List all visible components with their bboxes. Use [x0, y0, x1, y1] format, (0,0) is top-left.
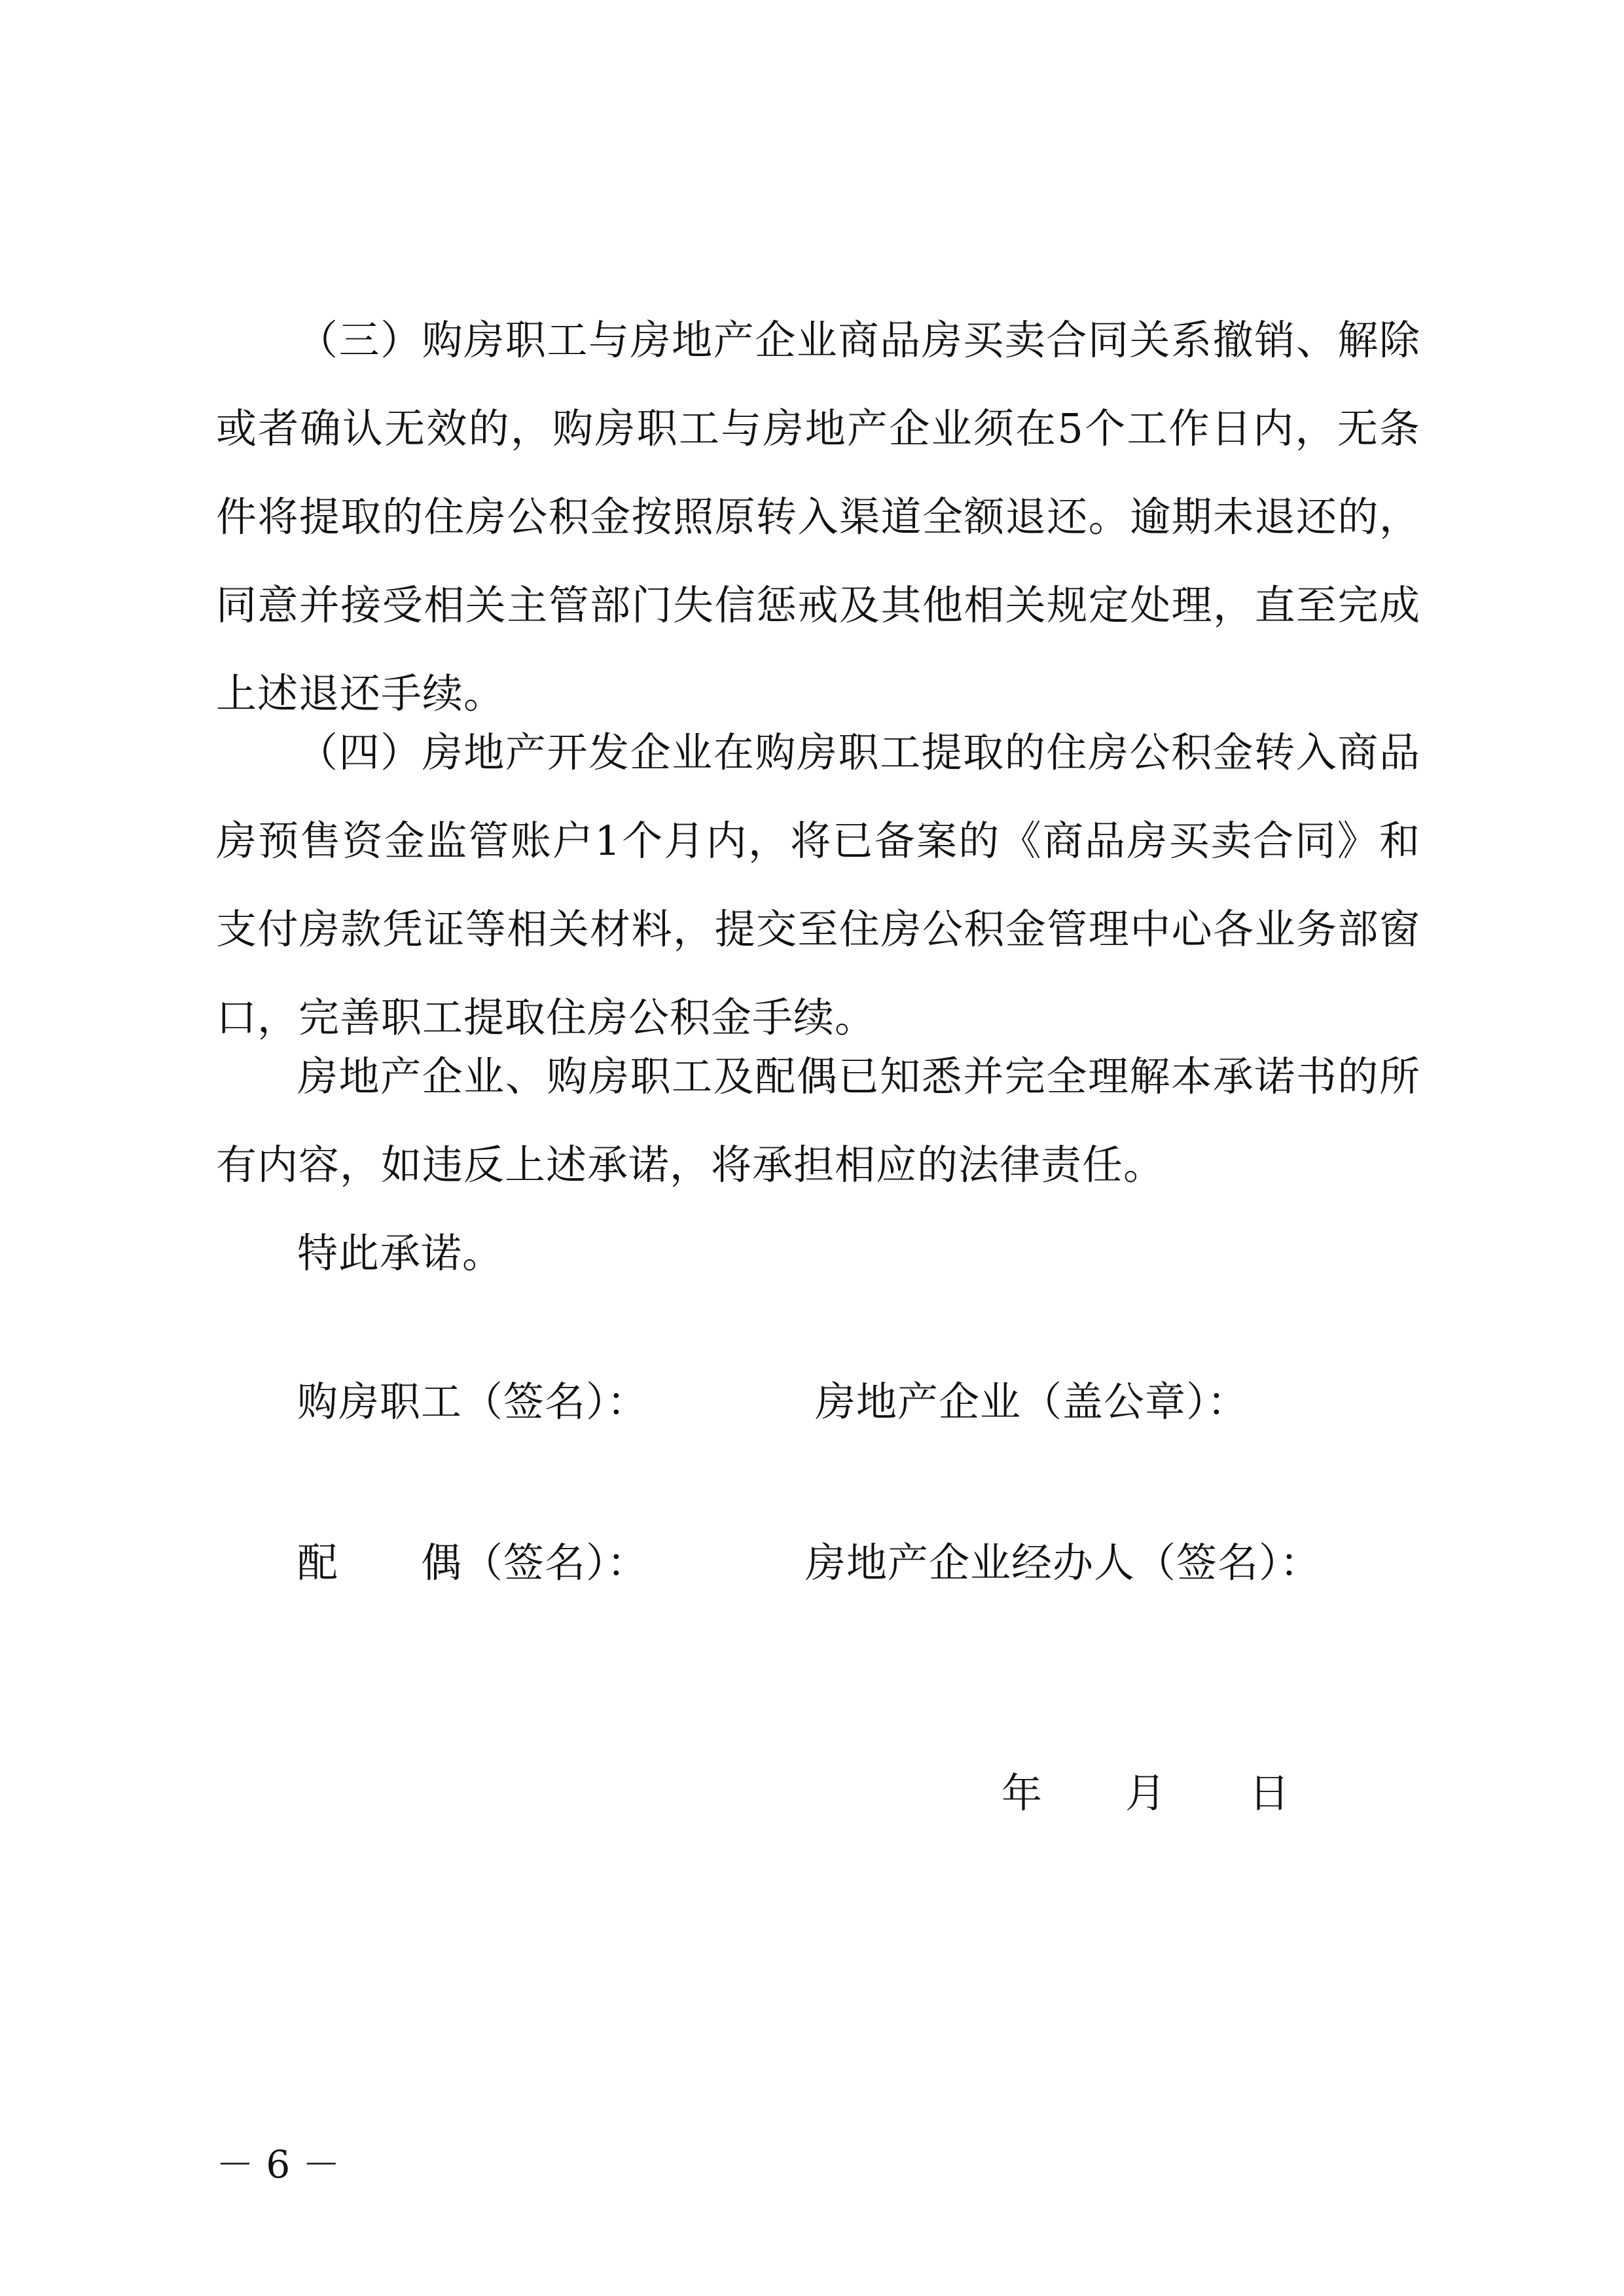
spouse-signature-label: 配 偶（签名）：: [297, 1539, 649, 1587]
page-number: － 6 －: [216, 2142, 340, 2187]
clause-four-paragraph: （四）房地产开发企业在购房职工提取的住房公积金转入商品房预售资金监管账户1个月内，将已备案的《商品房买卖合同》和支付房款凭证等相关材料，提交至住房公积金管理中心各业务部窗口，完善职工提取住房公积金手续。: [216, 728, 1420, 1041]
clause-three-paragraph: （三）购房职工与房地产企业商品房买卖合同关系撤销、解除或者确认无效的，购房职工与房地产企业须在5个工作日内，无条件将提取的住房公积金按照原转入渠道全额退还。逾期未退还的，同意并接受相关主管部门失信惩戒及其他相关规定处理，直至完成上述退还手续。: [216, 316, 1420, 717]
closing-statement: 特此承诺。: [297, 1229, 504, 1277]
acknowledgement-paragraph: 房地产企业、购房职工及配偶已知悉并完全理解本承诺书的所有内容，如违反上述承诺，将承担相应的法律责任。: [216, 1052, 1420, 1189]
company-seal-label: 房地产企业（盖公章）：: [815, 1378, 1249, 1426]
buyer-signature-label: 购房职工（签名）：: [297, 1378, 649, 1426]
agent-signature-label: 房地产企业经办人（签名）：: [805, 1539, 1322, 1587]
date-line: 年 月 日: [1001, 1769, 1291, 1817]
